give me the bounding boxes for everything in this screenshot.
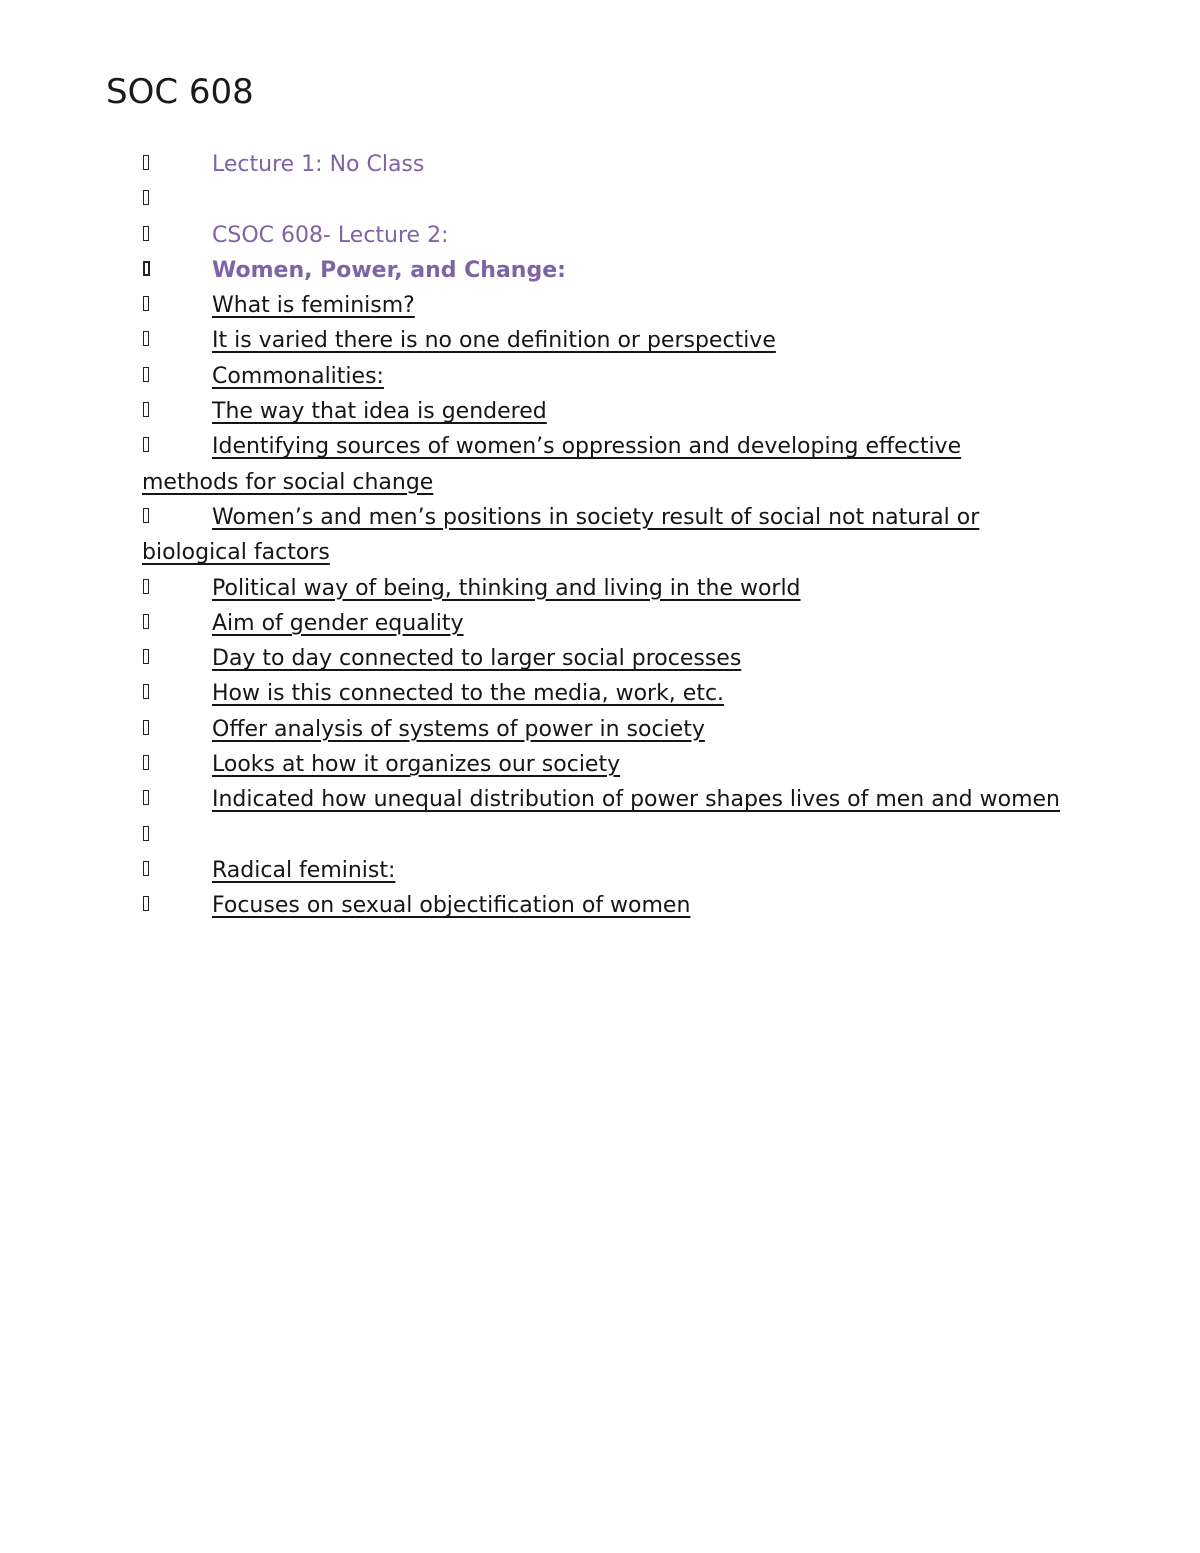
bullet-icon [142, 782, 212, 817]
list-item [142, 218, 1062, 253]
list-item-text: What is feminism? [212, 293, 415, 319]
list-item-text: Political way of being, thinking and living in the world [212, 575, 801, 601]
list-item-text: Indicated how unequal distribution of power shapes lives of men and women [212, 787, 1060, 813]
bullet-icon [142, 888, 212, 923]
list-item-text: How is this connected to the media, work, etc. [212, 681, 725, 707]
list-item [142, 571, 1062, 606]
list-item-text: Identifying sources of women’s oppression and developing effective methods for social change [142, 434, 962, 495]
list-item [142, 253, 1062, 288]
bullet-icon [142, 500, 212, 535]
list-item-text: Women, Power, and Change: [212, 257, 566, 283]
list-item-text: Radical feminist: [212, 857, 396, 883]
bullet-icon [142, 359, 212, 394]
list-item [142, 676, 1062, 711]
bullet-icon [142, 676, 212, 711]
page-title: SOC 608 [106, 72, 254, 112]
bullet-icon [142, 218, 212, 253]
list-item [142, 712, 1062, 747]
list-item [142, 782, 1062, 817]
list-item [142, 394, 1062, 429]
list-item-text: It is varied there is no one definition or perspective [212, 328, 776, 354]
list-item-text: Looks at how it organizes our society [212, 752, 621, 778]
list-item-text: Focuses on sexual objectification of women [212, 893, 691, 919]
list-item [142, 641, 1062, 676]
list-item [142, 359, 1062, 394]
bullet-icon [142, 323, 212, 358]
list-item-text: Aim of gender equality [212, 610, 464, 636]
list-item [142, 818, 1062, 853]
bullet-icon [142, 606, 212, 641]
bullet-icon [142, 394, 212, 429]
bullet-icon [142, 571, 212, 606]
bullet-icon [142, 288, 212, 323]
list-item [142, 853, 1062, 888]
list-item [142, 606, 1062, 641]
list-item-text: Commonalities: [212, 363, 384, 389]
notes-list [142, 147, 1062, 924]
bullet-icon [142, 429, 212, 464]
list-item [142, 888, 1062, 923]
bullet-icon [142, 747, 212, 782]
list-item [142, 323, 1062, 358]
bullet-icon [142, 712, 212, 747]
list-item-text: Women’s and men’s positions in society result of social not natural or biological factors [142, 504, 980, 566]
list-item-text: The way that idea is gendered [212, 399, 547, 425]
list-item-text: Offer analysis of systems of power in society [212, 716, 705, 742]
bullet-icon [142, 253, 212, 288]
list-item-text: Day to day connected to larger social processes [212, 646, 742, 672]
bullet-icon [142, 641, 212, 676]
list-item [142, 182, 1062, 217]
list-item [142, 288, 1062, 323]
list-item [142, 500, 1062, 571]
list-item-text: CSOC 608- Lecture 2: [212, 222, 449, 248]
bullet-icon [142, 182, 212, 217]
bullet-icon [142, 147, 212, 182]
bullet-icon [142, 818, 212, 853]
list-item [142, 429, 1062, 500]
list-item [142, 147, 1062, 182]
bullet-icon [142, 853, 212, 888]
list-item [142, 747, 1062, 782]
list-item-text: Lecture 1: No Class [212, 152, 425, 177]
